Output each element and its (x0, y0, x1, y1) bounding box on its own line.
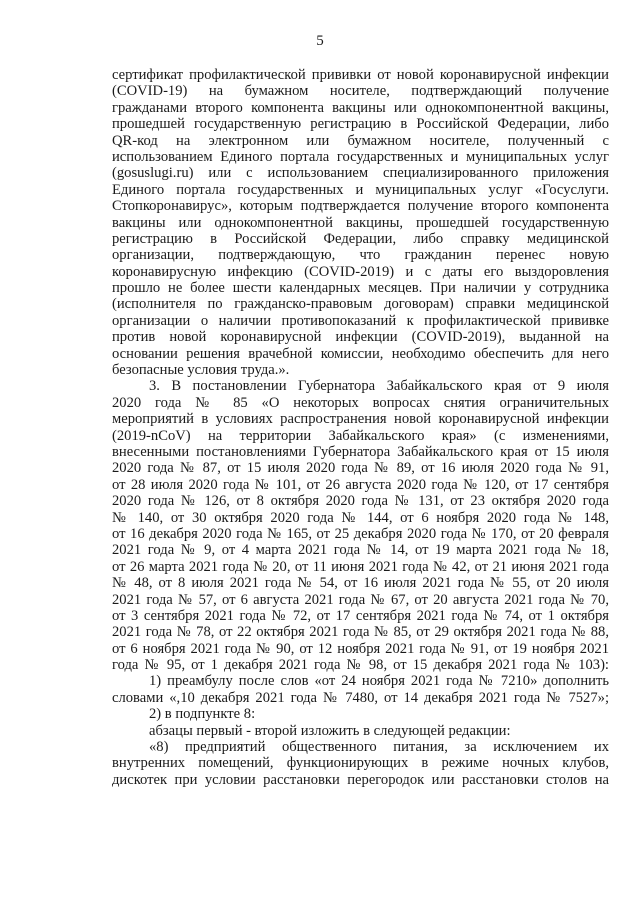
text-line: от 3 сентября 2021 года № 72, от 17 сентября 2021 года № 74, от 1 октября (112, 607, 609, 624)
text-line: 2020 года № 85 «О некоторых вопросах снятия ограничительных (112, 394, 609, 411)
text-line: использованием Единого портала государственных и муниципальных услуг (112, 148, 609, 165)
text-line: 2021 года № 9, от 4 марта 2021 года № 14, от 19 марта 2021 года № 18, (112, 542, 609, 559)
text-line: безопасные условия труда.». (112, 362, 290, 379)
text-line: 2020 года № 87, от 15 июля 2020 года № 89, от 16 июля 2020 года № 91, (112, 460, 609, 477)
text-line: Единого портала государственных и муниципальных услуг «Госуслуги. (112, 181, 609, 198)
text-line: от 26 марта 2021 года № 20, от 11 июня 2021 года № 42, от 21 июня 2021 года (112, 558, 609, 575)
text-line: организации, подтверждающую, что гражданин перенес новую (112, 247, 609, 264)
text-line: дискотек при условии расстановки перегородок или расстановки столов на (112, 771, 609, 788)
text-line: коронавирусную инфекцию (COVID-2019) и с даты его выздоровления (112, 263, 609, 280)
text-line: прошло не более шести календарных месяцев. При наличии у сотрудника (112, 280, 609, 297)
text-line: словами «,10 декабря 2021 года № 7480, от 14 декабря 2021 года № 7527»; (112, 689, 609, 706)
text-line: мероприятий в условиях распространения новой коронавирусной инфекции (112, 411, 609, 428)
document-body-text (112, 67, 609, 788)
text-line: сертификат профилактической прививки от новой коронавирусной инфекции (112, 67, 609, 83)
text-line: внесенными постановлениями Губернатора Забайкальского края от 15 июля (112, 443, 609, 460)
text-line: от 16 декабря 2020 года № 165, от 25 декабря 2020 года № 170, от 20 февраля (112, 525, 609, 542)
text-line: (gosuslugi.ru) или с использованием специализированного приложения (112, 165, 609, 182)
text-line: против новой коронавирусной инфекции (COVID-2019), выданной на (112, 329, 609, 346)
text-line: (2019-nCoV) на территории Забайкальского края» (с изменениями, (112, 427, 609, 444)
text-line: прошедшей государственную регистрацию в Российской Федерации, либо (112, 116, 609, 133)
page-number: 5 (316, 33, 324, 49)
text-line: 2020 года № 126, от 8 октября 2020 года № 131, от 23 октября 2020 года (112, 493, 609, 510)
text-line: основании решения врачебной комиссии, необходимо обеспечить для него (112, 345, 609, 362)
text-line: абзацы первый - второй изложить в следующей редакции: (149, 722, 511, 739)
text-line: Стопкоронавирус», которым подтверждается получение второго компонента (112, 198, 609, 215)
text-line: от 28 июля 2020 года № 101, от 26 августа 2020 года № 120, от 17 сентября (112, 476, 609, 493)
text-line: № 48, от 8 июля 2021 года № 54, от 16 июля 2021 года № 55, от 20 июля (112, 575, 609, 592)
text-line: 1) преамбулу после слов «от 24 ноября 2021 года № 7210» дополнить (149, 673, 609, 690)
text-line: внутренних помещений, функционирующих в режиме ночных клубов, (112, 755, 609, 772)
text-line: 2021 года № 78, от 22 октября 2021 года № 85, от 29 октября 2021 года № 88, (112, 624, 609, 641)
text-line: № 140, от 30 октября 2020 года № 144, от 6 ноября 2020 года № 148, (112, 509, 609, 526)
text-line: 3. В постановлении Губернатора Забайкальского края от 9 июля (149, 378, 609, 395)
text-line: 2021 года № 57, от 6 августа 2021 года № 67, от 20 августа 2021 года № 70, (112, 591, 609, 608)
text-line: от 6 ноября 2021 года № 90, от 12 ноября 2021 года № 91, от 19 ноября 2021 (112, 640, 609, 657)
text-line: (COVID-19) на бумажном носителе, подтверждающий получение (112, 83, 609, 100)
text-line: «8) предприятий общественного питания, за исключением их (149, 739, 609, 756)
text-line: регистрацию в Российской Федерации, либо справку медицинской (112, 230, 609, 247)
text-line: организации о наличии противопоказаний к профилактической прививке (112, 312, 609, 329)
text-line: вакцины или однокомпонентной вакцины, прошедшей государственную (112, 214, 609, 231)
text-line: года № 95, от 1 декабря 2021 года № 98, от 15 декабря 2021 года № 103): (112, 657, 609, 674)
text-line: 2) в подпункте 8: (149, 706, 256, 723)
text-line: (исполнителя по гражданско-правовым договорам) справки медицинской (112, 296, 609, 313)
text-line: QR-код на электронном или бумажном носителе, полученный с (112, 132, 609, 149)
text-line: гражданами второго компонента вакцины или однокомпонентной вакцины, (112, 99, 609, 116)
